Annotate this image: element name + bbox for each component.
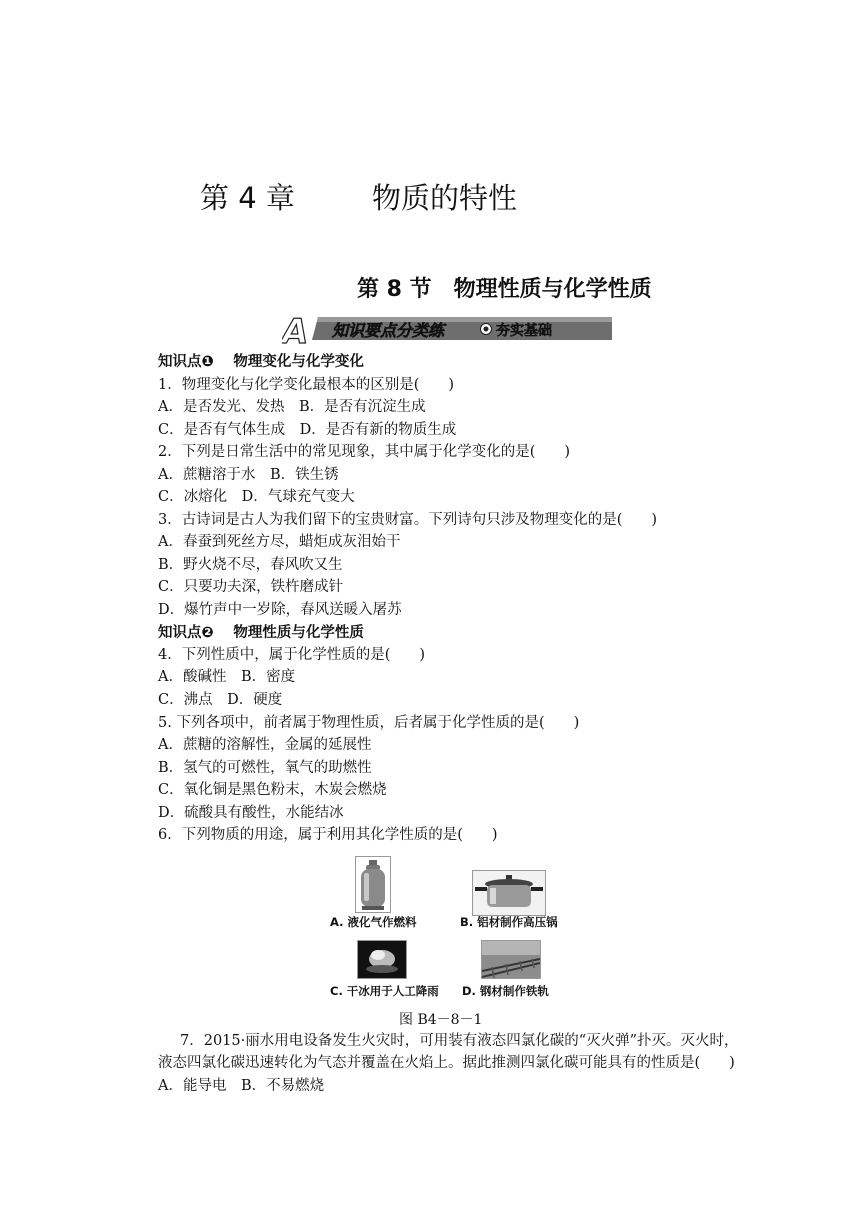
q3-option-c: C．只要功夫深，铁杵磨成针 xyxy=(158,579,344,595)
figure-caption-a: A. 液化气作燃料 xyxy=(330,915,417,929)
q3-option-b: B．野火烧不尽，春风吹又生 xyxy=(158,557,343,573)
q4-options-ab: A．酸碱性 B．密度 xyxy=(158,669,296,685)
banner-subtitle: 夯实基础 xyxy=(496,323,552,339)
q2-options-ab: A．蔗糖溶于水 B．铁生锈 xyxy=(158,467,339,483)
banner-title: 知识要点分类练 xyxy=(332,321,445,340)
q1-stem: 1．物理变化与化学变化最根本的区别是( ) xyxy=(158,377,455,393)
q3-option-a: A．春蚕到死丝方尽，蜡炬成灰泪始干 xyxy=(158,534,401,550)
kp2-label: 知识点❷ xyxy=(158,625,214,641)
kp2-title: 物理性质与化学性质 xyxy=(233,625,364,641)
dry-ice-image xyxy=(357,940,407,979)
rail-track-image xyxy=(481,940,541,979)
pressure-cooker-image xyxy=(472,870,546,916)
q1-options-cd: C．是否有气体生成 D．是否有新的物质生成 xyxy=(158,422,457,438)
q4-options-cd: C．沸点 D．硬度 xyxy=(158,692,283,708)
q2-options-cd: C．冰熔化 D．气球充气变大 xyxy=(158,489,355,505)
q2-stem: 2．下列是日常生活中的常见现象，其中属于化学变化的是( ) xyxy=(158,444,571,460)
q6-stem: 6．下列物质的用途，属于利用其化学性质的是( ) xyxy=(158,827,498,843)
q4-stem: 4．下列性质中，属于化学性质的是( ) xyxy=(158,647,426,663)
q7-stem-line-2: 液态四氯化碳迅速转化为气态并覆盖在火焰上。据此推测四氯化碳可能具有的性质是( ) xyxy=(158,1055,735,1071)
q1-options-ab: A．是否发光、发热 B．是否有沉淀生成 xyxy=(158,399,426,415)
section-title: 第 8 节 物理性质与化学性质 xyxy=(357,277,652,302)
figure-caption-d: D. 钢材制作铁轨 xyxy=(462,984,549,998)
q3-option-d: D．爆竹声中一岁除，春风送暖入屠苏 xyxy=(158,602,402,618)
section-banner xyxy=(282,313,612,345)
kp1-title: 物理变化与化学变化 xyxy=(233,354,364,370)
banner-graphic xyxy=(282,313,612,345)
figure-caption-c: C. 干冰用于人工降雨 xyxy=(330,984,439,998)
kp1-label: 知识点❶ xyxy=(158,354,214,370)
chapter-title: 物质的特性 xyxy=(372,181,518,215)
gas-cylinder-image xyxy=(355,856,391,913)
q5-option-a: A．蔗糖的溶解性，金属的延展性 xyxy=(158,737,372,753)
q5-option-b: B．氢气的可燃性，氧气的助燃性 xyxy=(158,760,372,776)
knowledge-point-2 xyxy=(158,623,364,643)
q3-stem: 3．古诗词是古人为我们留下的宝贵财富。下列诗句只涉及物理变化的是( ) xyxy=(158,512,658,528)
q5-option-c: C．氧化铜是黑色粉末，木炭会燃烧 xyxy=(158,782,387,798)
q5-option-d: D．硫酸具有酸性，水能结冰 xyxy=(158,805,344,821)
chapter-number: 第 4 章 xyxy=(200,181,295,215)
figure-label: 图 B4－8－1 xyxy=(399,1012,483,1028)
banner-letter: A xyxy=(282,313,309,345)
knowledge-point-1 xyxy=(158,352,364,372)
q7-options-ab: A．能导电 B．不易燃烧 xyxy=(158,1078,325,1094)
q5-stem: 5. 下列各项中，前者属于物理性质，后者属于化学性质的是( ) xyxy=(158,715,580,731)
q7-stem-line-1: 7．2015·丽水用电设备发生火灾时，可用装有液态四氯化碳的“灭火弹”扑灭。灭火时， xyxy=(180,1033,739,1049)
figure-caption-b: B. 铝材制作高压锅 xyxy=(460,915,558,929)
